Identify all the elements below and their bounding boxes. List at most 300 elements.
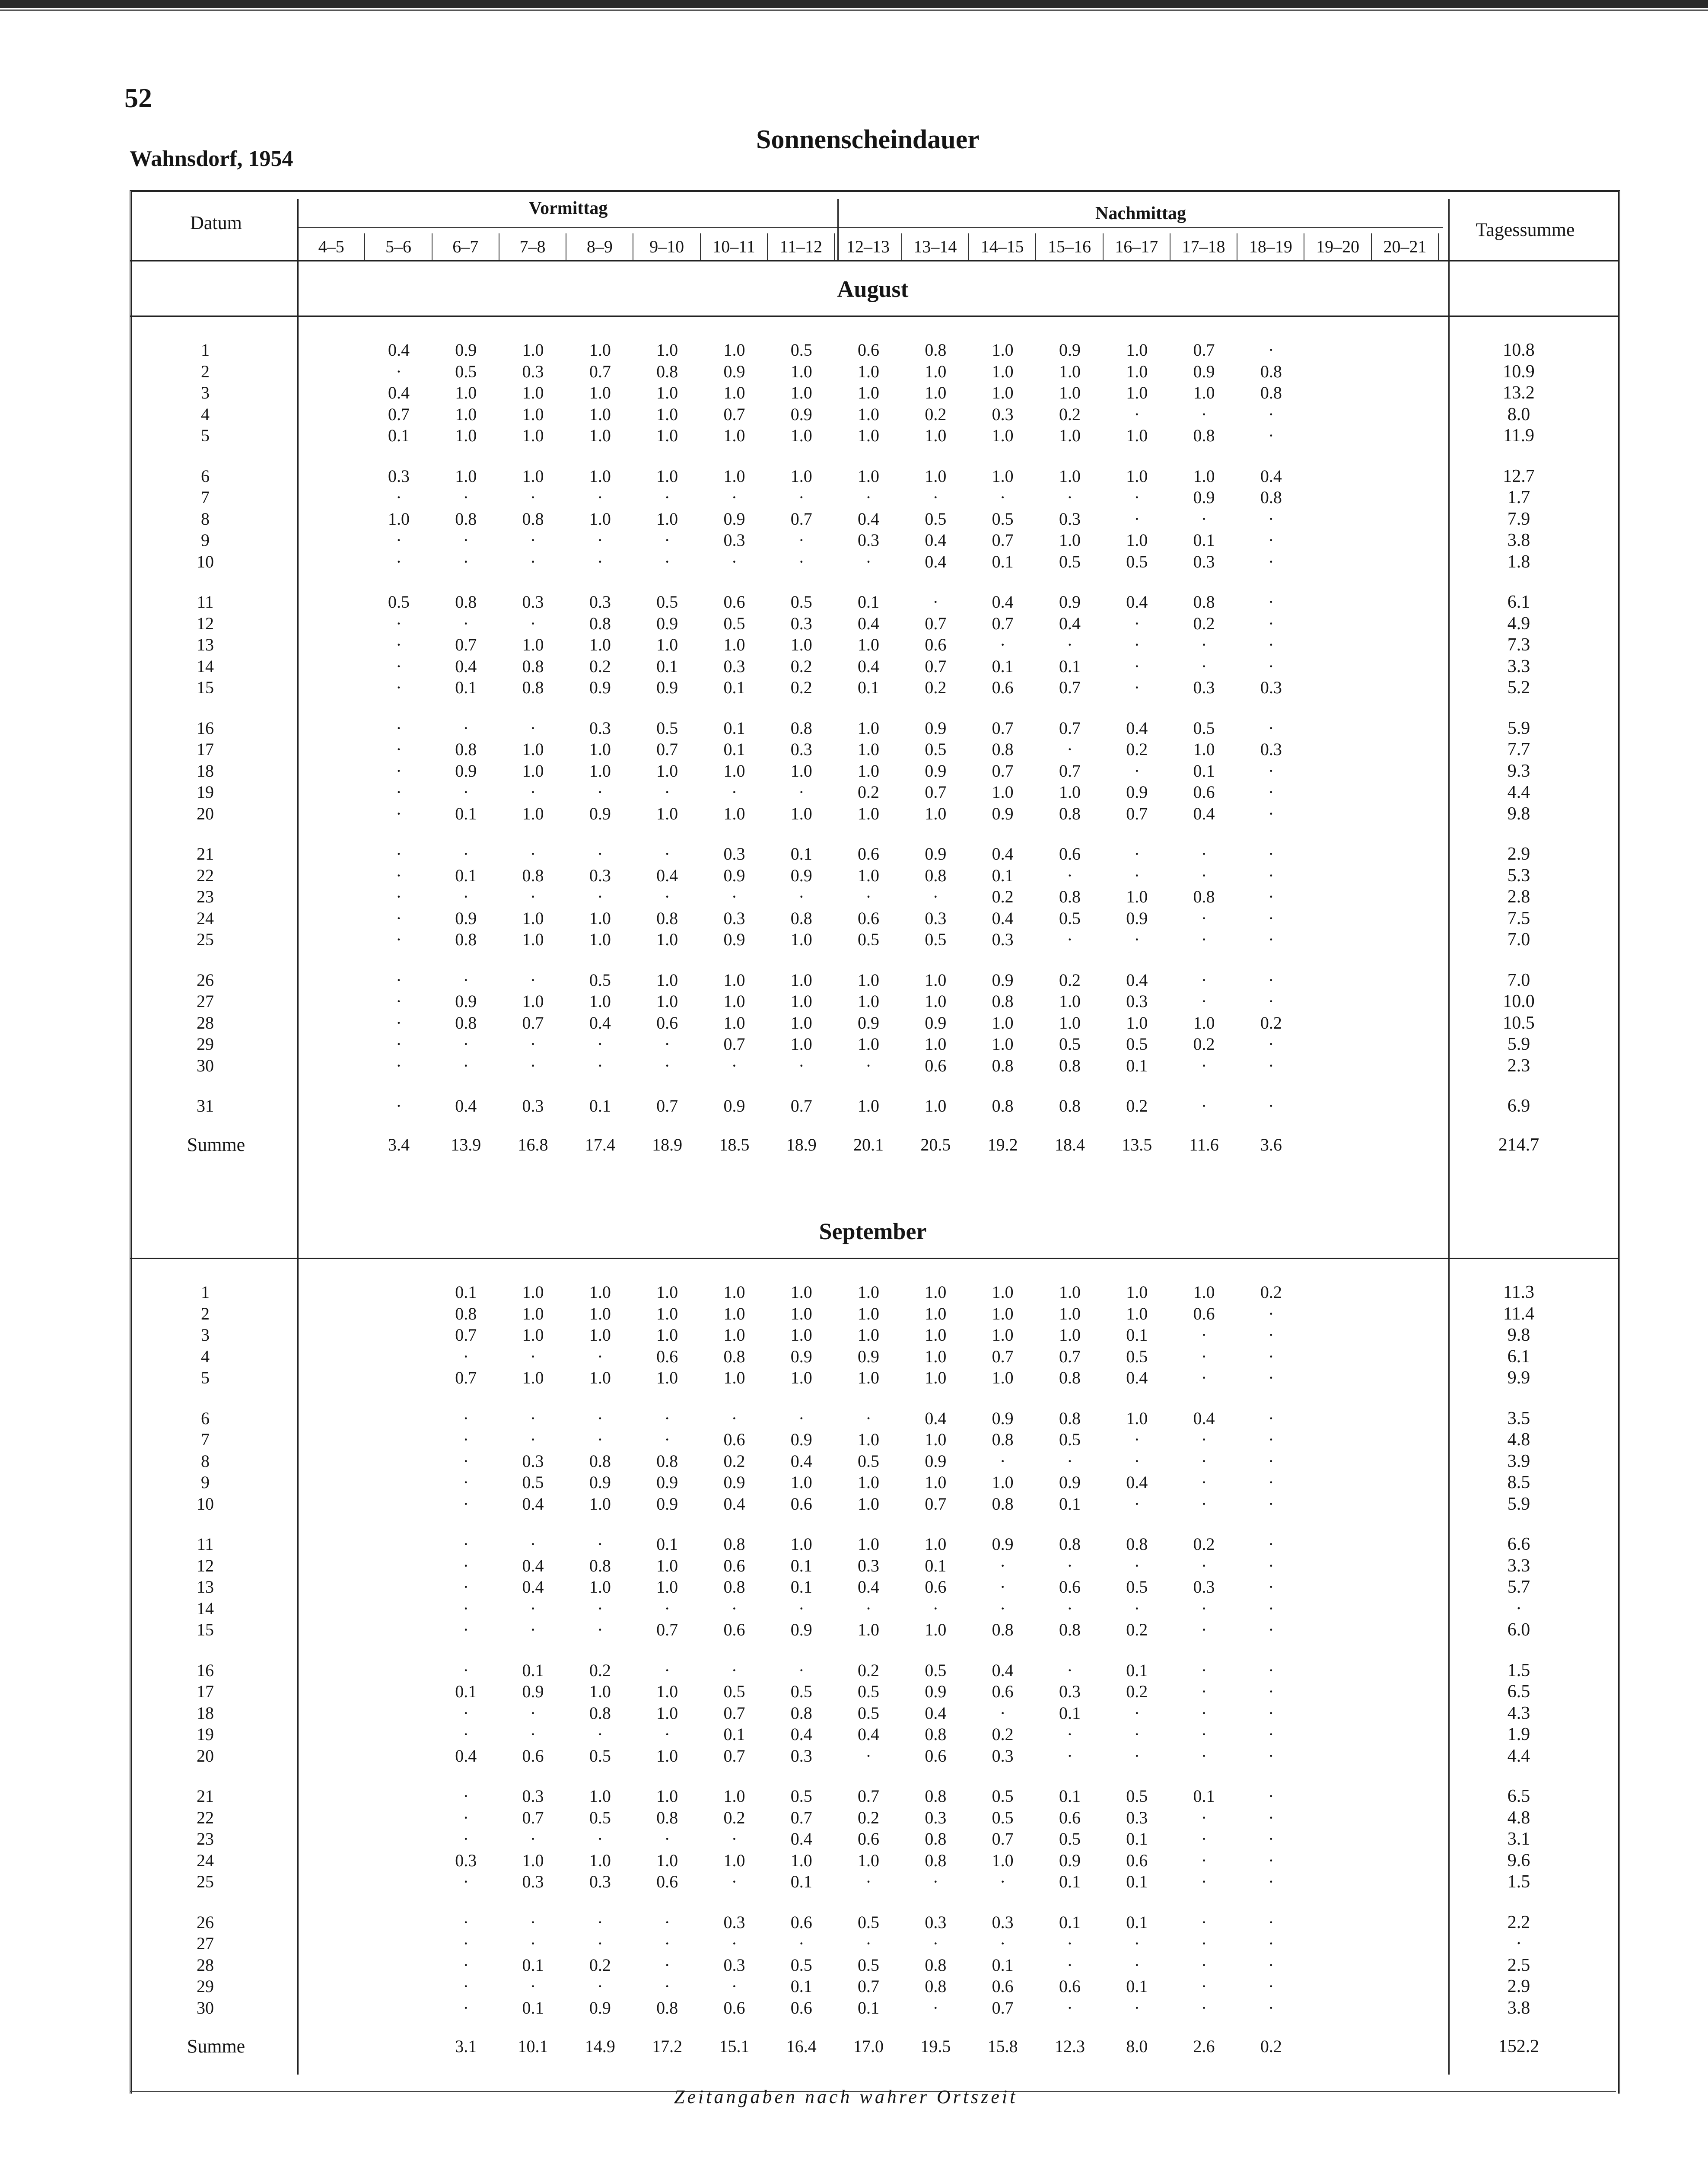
hour-value: 1.0 (925, 1304, 947, 1323)
hour-value: 1.0 (992, 1034, 1014, 1054)
column-sum: 18.9 (652, 1135, 683, 1154)
hour-value: 0.8 (992, 991, 1014, 1011)
hour-value: 0.1 (992, 1955, 1014, 1975)
hour-value: · (1067, 1934, 1073, 1953)
day-total: 9.8 (1507, 803, 1530, 824)
hour-value: 0.1 (992, 656, 1014, 676)
hour-value: 0.3 (925, 1807, 947, 1827)
footnote: Zeitangaben nach wahrer Ortszeit (674, 2086, 1018, 2107)
hour-value: 0.4 (656, 865, 678, 885)
hour-value: · (1201, 1976, 1207, 1996)
hour-value: · (865, 1872, 871, 1891)
hour-value: 0.8 (522, 509, 544, 529)
day-total: 2.2 (1507, 1912, 1530, 1932)
hour-value: · (463, 1473, 469, 1492)
scan-top-band (0, 0, 1708, 8)
hour-value: 0.2 (925, 678, 947, 697)
hour-value: 1.0 (790, 466, 812, 486)
hour-value: · (1268, 1555, 1274, 1575)
hour-value: 0.4 (925, 1408, 947, 1428)
hour-value: 0.8 (1193, 592, 1215, 612)
hour-value: · (999, 1872, 1006, 1891)
hour-value: · (463, 718, 469, 738)
hour-value: 0.2 (1126, 1096, 1148, 1116)
hour-value: 0.8 (925, 1786, 947, 1806)
hour-value: 0.1 (790, 844, 812, 864)
hour-value: · (1201, 865, 1207, 885)
day-total: · (1516, 1598, 1522, 1619)
hour-value: 0.5 (858, 1682, 880, 1701)
hour-value: · (597, 887, 603, 906)
day-total: 4.4 (1507, 1746, 1530, 1766)
hour-value: 0.4 (858, 1577, 880, 1597)
hour-value: 1.0 (1059, 991, 1081, 1011)
day-total: 2.9 (1507, 1976, 1530, 1996)
hour-value: 0.3 (790, 613, 812, 633)
hour-value: · (396, 656, 402, 676)
hour-value: 0.2 (992, 887, 1014, 906)
hour-value: 0.5 (1059, 551, 1081, 571)
hour-value: 0.8 (589, 1703, 611, 1723)
hour-value: 1.0 (790, 635, 812, 654)
hour-value: · (1268, 1451, 1274, 1471)
hour-value: 0.8 (723, 1577, 745, 1597)
day-number: 7 (201, 1430, 210, 1449)
hour-value: 0.3 (992, 930, 1014, 949)
hour-value: 1.0 (522, 908, 544, 928)
hour-value: 0.6 (858, 340, 880, 360)
hour-value: · (597, 1346, 603, 1366)
hour-value: · (530, 1534, 536, 1554)
hour-value: 0.4 (992, 908, 1014, 928)
sum-total: 214.7 (1498, 1135, 1539, 1155)
hour-value: · (1268, 635, 1274, 654)
hour-value: 0.9 (925, 1451, 947, 1471)
hour-value: 0.5 (790, 592, 812, 612)
column-header: 10–11 (701, 233, 768, 260)
hour-value: 0.8 (455, 1304, 477, 1323)
hour-value: · (463, 1912, 469, 1932)
hour-value: 1.0 (589, 1494, 611, 1514)
hour-value: 1.0 (522, 991, 544, 1011)
day-number: 6 (201, 466, 210, 486)
day-total: 8.5 (1507, 1473, 1530, 1492)
hour-value: · (1201, 1912, 1207, 1932)
hour-value: 0.5 (1059, 1430, 1081, 1449)
hour-value: 0.8 (589, 1451, 611, 1471)
hour-value: 0.9 (455, 761, 477, 781)
hour-value: 0.8 (589, 1555, 611, 1575)
hour-value: 1.0 (992, 782, 1014, 802)
hour-value: 1.0 (858, 865, 880, 885)
hour-value: 0.9 (455, 991, 477, 1011)
hour-value: 1.0 (656, 1850, 678, 1870)
hour-value: · (597, 1724, 603, 1744)
day-number: 22 (197, 1807, 214, 1827)
hour-value: · (664, 1934, 670, 1953)
hour-value: · (1268, 718, 1274, 738)
hour-value: 0.9 (858, 1013, 880, 1033)
hour-value: · (1268, 1912, 1274, 1932)
hour-value: 0.8 (992, 739, 1014, 759)
hour-value: 1.0 (522, 635, 544, 654)
hour-value: · (1067, 1955, 1073, 1975)
hour-value: · (463, 1577, 469, 1597)
hour-value: 0.3 (1126, 1807, 1148, 1827)
hour-value: 0.5 (388, 592, 410, 612)
hour-value: · (1268, 530, 1274, 550)
hour-value: 0.1 (455, 678, 477, 697)
hour-value: · (999, 1577, 1006, 1597)
hour-value: 0.3 (1193, 1577, 1215, 1597)
hour-value: 0.5 (589, 1807, 611, 1827)
hour-value: 0.1 (589, 1096, 611, 1116)
hour-value: 1.0 (858, 466, 880, 486)
hour-value: 1.0 (790, 383, 812, 402)
hour-value: · (1268, 340, 1274, 360)
hour-value: 0.5 (858, 1703, 880, 1723)
hour-value: · (396, 865, 402, 885)
day-number: 26 (197, 970, 214, 990)
hour-value: · (1268, 1534, 1274, 1554)
hour-value: 1.0 (1059, 1282, 1081, 1302)
hour-value: · (396, 678, 402, 697)
day-total: 3.1 (1507, 1829, 1530, 1849)
hour-value: 0.2 (858, 1660, 880, 1680)
column-sum: 13.9 (451, 1135, 481, 1154)
hour-value: 0.6 (723, 592, 745, 612)
hour-value: 1.0 (858, 361, 880, 381)
hour-value: 1.0 (1193, 1013, 1215, 1033)
hour-value: 0.1 (1059, 656, 1081, 676)
hour-value: 0.9 (1059, 1850, 1081, 1870)
hour-value: · (1268, 1955, 1274, 1975)
hour-value: 0.3 (1193, 678, 1215, 697)
hour-value: · (1268, 1829, 1274, 1849)
hour-value: · (1201, 404, 1207, 424)
hour-value: 1.0 (522, 803, 544, 823)
hour-value: 0.7 (388, 404, 410, 424)
hour-value: 1.0 (589, 426, 611, 445)
hour-value: 0.4 (858, 613, 880, 633)
hour-value: · (530, 1724, 536, 1744)
hour-value: 1.0 (790, 1034, 812, 1054)
hour-value: · (530, 718, 536, 738)
day-number: 27 (197, 1934, 214, 1953)
hour-value: 0.4 (522, 1555, 544, 1575)
day-total: 8.0 (1507, 404, 1530, 424)
column-sum: 19.5 (920, 2037, 951, 2056)
hour-value: 1.0 (1126, 1013, 1148, 1033)
day-total: 3.5 (1507, 1408, 1530, 1428)
hour-value: 1.0 (1126, 361, 1148, 381)
hour-value: 0.2 (1193, 613, 1215, 633)
hour-value: 0.3 (522, 1096, 544, 1116)
hour-value: 1.0 (589, 739, 611, 759)
hour-value: · (664, 488, 670, 507)
day-number: 4 (201, 404, 210, 424)
hour-value: 0.9 (992, 1534, 1014, 1554)
hour-value: 0.5 (992, 1786, 1014, 1806)
hour-value: 0.7 (992, 761, 1014, 781)
hour-value: 0.9 (790, 1620, 812, 1639)
hour-value: · (530, 488, 536, 507)
hour-value: · (1268, 1346, 1274, 1366)
hour-value: · (463, 551, 469, 571)
hour-value: 0.5 (858, 1955, 880, 1975)
hour-value: 0.2 (1126, 1620, 1148, 1639)
hour-value: · (530, 613, 536, 633)
hour-value: 0.8 (1059, 887, 1081, 906)
hour-value: 1.0 (1126, 530, 1148, 550)
hour-value: 0.1 (522, 1998, 544, 2018)
hour-value: 1.0 (522, 426, 544, 445)
hour-value: 0.1 (1193, 761, 1215, 781)
hour-value: 1.0 (656, 1304, 678, 1323)
hour-value: 1.0 (1059, 530, 1081, 550)
hour-value: · (1268, 1746, 1274, 1766)
hour-value: 0.2 (1126, 1682, 1148, 1701)
day-total: 9.6 (1507, 1850, 1530, 1871)
hour-value: 1.0 (723, 426, 745, 445)
hour-value: · (463, 1829, 469, 1849)
hour-value: 0.1 (723, 718, 745, 738)
hour-value: 0.7 (925, 782, 947, 802)
hour-value: 1.0 (589, 383, 611, 402)
hour-value: 0.4 (790, 1451, 812, 1471)
hour-value: · (932, 1872, 938, 1891)
hour-value: 1.0 (522, 340, 544, 360)
hour-value: · (396, 991, 402, 1011)
hour-value: 0.5 (656, 592, 678, 612)
hour-value: · (664, 844, 670, 864)
hour-value: 0.8 (790, 718, 812, 738)
hour-value: 1.0 (1059, 1325, 1081, 1345)
hour-value: 0.3 (723, 844, 745, 864)
hour-value: 1.0 (925, 1346, 947, 1366)
hour-value: · (530, 1620, 536, 1639)
hour-value: 0.1 (1059, 1786, 1081, 1806)
day-number: 3 (201, 1325, 210, 1345)
hour-value: · (731, 1872, 738, 1891)
hour-value: 0.5 (723, 1682, 745, 1701)
hour-value: 1.0 (925, 466, 947, 486)
day-number: 13 (197, 1577, 214, 1597)
hour-value: 0.3 (992, 1912, 1014, 1932)
day-number: 10 (197, 551, 214, 571)
hour-value: 0.5 (1059, 908, 1081, 928)
hour-value: 0.9 (723, 1096, 745, 1116)
hour-value: 1.0 (925, 1620, 947, 1639)
day-number: 1 (201, 340, 210, 360)
sum-label: Summe (187, 2036, 245, 2057)
column-sum: 18.4 (1054, 1135, 1085, 1154)
hour-value: · (731, 551, 738, 571)
hour-value: · (1268, 1577, 1274, 1597)
hour-value: 1.0 (522, 1325, 544, 1345)
column-sum: 10.1 (518, 2037, 548, 2056)
hour-value: · (1201, 1620, 1207, 1639)
hour-value: · (1201, 1368, 1207, 1387)
day-number: 12 (197, 1555, 214, 1575)
day-total: 2.8 (1507, 887, 1530, 907)
hour-value: · (1268, 887, 1274, 906)
hour-value: 1.0 (925, 1473, 947, 1492)
hour-value: · (1134, 509, 1140, 529)
hour-value: 0.8 (1260, 488, 1282, 507)
hour-value: 1.0 (992, 1850, 1014, 1870)
hour-value: 0.4 (1126, 1473, 1148, 1492)
hour-value: 0.4 (455, 1096, 477, 1116)
datum-separator (297, 199, 299, 2075)
hour-value: · (1067, 930, 1073, 949)
hour-value: · (664, 782, 670, 802)
hour-value: · (731, 1408, 738, 1428)
hour-value: 0.5 (1059, 1034, 1081, 1054)
hour-value: 0.7 (522, 1807, 544, 1827)
hour-value: · (597, 1534, 603, 1554)
hour-value: · (1268, 551, 1274, 571)
hour-value: · (396, 803, 402, 823)
day-total: 2.9 (1507, 844, 1530, 864)
hour-value: · (865, 1746, 871, 1766)
hour-value: 0.7 (992, 1998, 1014, 2018)
hour-value: · (1268, 1682, 1274, 1701)
hour-value: · (999, 635, 1006, 654)
hour-value: 0.8 (723, 1346, 745, 1366)
hour-value: 1.0 (858, 1368, 880, 1387)
hour-value: 0.3 (1126, 991, 1148, 1011)
hour-value: 0.7 (455, 1325, 477, 1345)
hour-value: · (1268, 1408, 1274, 1428)
hour-value: 0.1 (656, 656, 678, 676)
hour-value: 1.0 (656, 1682, 678, 1701)
hour-value: 1.0 (790, 991, 812, 1011)
hour-value: 1.0 (589, 1682, 611, 1701)
hour-value: 0.9 (925, 1013, 947, 1033)
hour-value: 0.3 (723, 1955, 745, 1975)
hour-value: 1.0 (1059, 383, 1081, 402)
hour-value: 1.0 (589, 1577, 611, 1597)
day-total: 9.3 (1507, 761, 1530, 781)
hour-value: 1.0 (656, 991, 678, 1011)
hour-value: 0.3 (522, 1872, 544, 1891)
column-header: 9–10 (634, 233, 701, 260)
hour-value: 0.9 (656, 1494, 678, 1514)
column-sum: 3.4 (388, 1135, 410, 1154)
hour-value: 1.0 (723, 340, 745, 360)
hour-value: 1.0 (858, 383, 880, 402)
hour-value: · (530, 551, 536, 571)
hour-value: · (798, 1055, 805, 1075)
day-total: · (1516, 1934, 1522, 1954)
hour-value: 0.1 (1126, 1660, 1148, 1680)
hour-value: 1.0 (790, 1850, 812, 1870)
hour-value: 0.1 (1126, 1976, 1148, 1996)
hour-value: 0.5 (1126, 1786, 1148, 1806)
hour-value: 0.3 (589, 718, 611, 738)
column-header: 4–5 (298, 233, 365, 260)
hour-value: · (1201, 1934, 1207, 1953)
hour-value: 1.0 (1059, 361, 1081, 381)
hour-value: 0.2 (1059, 404, 1081, 424)
day-total: 7.7 (1507, 739, 1530, 759)
hour-value: · (1268, 1368, 1274, 1387)
hour-value: · (530, 887, 536, 906)
day-total: 7.3 (1507, 635, 1530, 655)
hour-value: 1.0 (723, 991, 745, 1011)
hour-value: 1.0 (1059, 782, 1081, 802)
day-total: 4.9 (1507, 613, 1530, 634)
hour-value: 0.6 (1193, 782, 1215, 802)
hour-value: 1.0 (858, 1494, 880, 1514)
hour-value: 0.4 (1193, 803, 1215, 823)
hour-value: · (396, 970, 402, 990)
column-sum: 15.8 (987, 2037, 1018, 2056)
hour-value: 0.6 (858, 844, 880, 864)
hour-value: 1.0 (589, 509, 611, 529)
hour-value: 1.0 (925, 1325, 947, 1345)
hour-value: 1.0 (992, 1304, 1014, 1323)
day-total: 4.4 (1507, 782, 1530, 802)
hour-value: · (1201, 1430, 1207, 1449)
hour-value: · (731, 1598, 738, 1618)
hour-value: · (1268, 1703, 1274, 1723)
hour-value: 0.8 (925, 1955, 947, 1975)
column-sum: 14.9 (585, 2037, 615, 2056)
hour-value: · (664, 1724, 670, 1744)
hour-value: 1.0 (790, 1368, 812, 1387)
hour-value: 0.3 (589, 592, 611, 612)
day-number: 8 (201, 509, 210, 529)
hour-value: 1.0 (522, 1850, 544, 1870)
hour-value: 1.0 (522, 1282, 544, 1302)
hour-value: 0.4 (790, 1829, 812, 1849)
column-header: 20–21 (1372, 233, 1439, 260)
hour-value: · (463, 1998, 469, 2018)
hour-value: · (1134, 404, 1140, 424)
hour-value: 0.7 (790, 509, 812, 529)
hour-value: 0.3 (790, 1746, 812, 1766)
column-header: 11–12 (768, 233, 835, 260)
hour-value: · (731, 887, 738, 906)
column-sum: 11.6 (1189, 1135, 1219, 1154)
day-number: 30 (197, 1998, 214, 2018)
hour-value: · (1201, 1055, 1207, 1075)
hour-value: · (463, 1346, 469, 1366)
hour-value: · (1268, 1724, 1274, 1744)
hour-value: 1.0 (992, 466, 1014, 486)
hour-value: 0.8 (1260, 361, 1282, 381)
hour-value: 0.7 (992, 1829, 1014, 1849)
column-header: 13–14 (902, 233, 969, 260)
hour-value: · (999, 1934, 1006, 1953)
hour-value: 0.1 (858, 678, 880, 697)
hour-value: · (463, 1703, 469, 1723)
hour-value: · (1134, 1998, 1140, 2018)
hour-value: 1.0 (790, 761, 812, 781)
hour-value: · (798, 782, 805, 802)
hour-value: 1.0 (992, 383, 1014, 402)
day-total: 3.3 (1507, 656, 1530, 676)
hour-value: · (597, 1976, 603, 1996)
hour-value: 0.7 (656, 1620, 678, 1639)
hour-value: · (999, 1555, 1006, 1575)
hour-value: 0.8 (522, 865, 544, 885)
hour-value: 1.0 (656, 970, 678, 990)
hour-value: · (798, 1660, 805, 1680)
hour-value: · (1268, 803, 1274, 823)
